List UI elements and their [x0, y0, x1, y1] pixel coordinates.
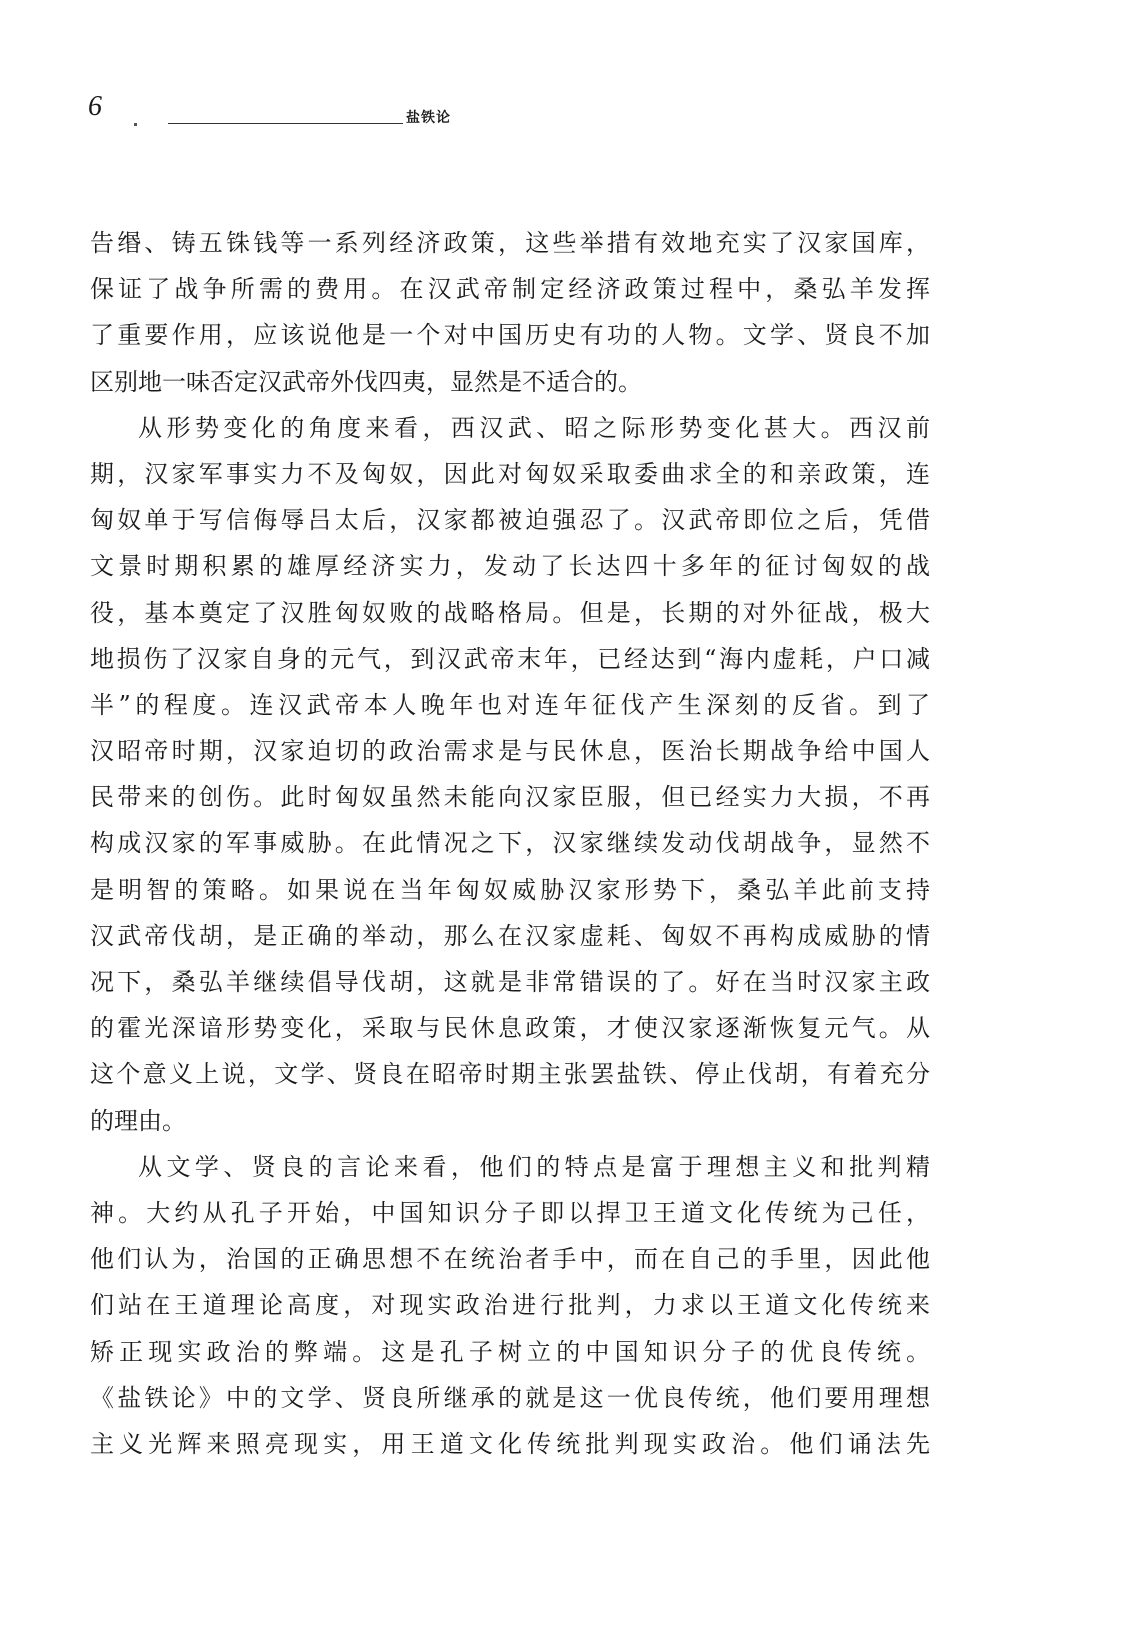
- text-line: 的霍光深谙形势变化，采取与民休息政策，才使汉家逐渐恢复元气。从: [90, 1014, 930, 1043]
- header-rule: [168, 123, 403, 124]
- page-number: 6: [88, 91, 102, 122]
- text-line: 役，基本奠定了汉胜匈奴败的战略格局。但是，长期的对外征战，极大: [90, 598, 930, 627]
- text-line: 汉武帝伐胡，是正确的举动，那么在汉家虚耗、匈奴不再构成威胁的情: [90, 921, 930, 950]
- text-line: 区别地一味否定汉武帝外伐四夷，显然是不适合的。: [90, 367, 642, 396]
- text-line: 《盐铁论》中的文学、贤良所继承的就是这一优良传统，他们要用理想: [90, 1383, 930, 1412]
- book-title: 盐铁论: [406, 110, 451, 126]
- text-line: 们站在王道理论高度，对现实政治进行批判，力求以王道文化传统来: [90, 1291, 930, 1320]
- text-line: 从文学、贤良的言论来看，他们的特点是富于理想主义和批判精: [138, 1152, 930, 1181]
- header-dot: [134, 123, 137, 126]
- text-line: 矫正现实政治的弊端。这是孔子树立的中国知识分子的优良传统。: [90, 1337, 930, 1366]
- text-line: 保证了战争所需的费用。在汉武帝制定经济政策过程中，桑弘羊发挥: [90, 275, 930, 304]
- text-line: 构成汉家的军事威胁。在此情况之下，汉家继续发动伐胡战争，显然不: [90, 829, 930, 858]
- text-line: 了重要作用，应该说他是一个对中国历史有功的人物。文学、贤良不加: [90, 321, 930, 350]
- text-line: 地损伤了汉家自身的元气，到汉武帝末年，已经达到“海内虚耗，户口减: [90, 644, 930, 673]
- text-line: 文景时期积累的雄厚经济实力，发动了长达四十多年的征讨匈奴的战: [90, 552, 930, 581]
- text-line: 这个意义上说，文学、贤良在昭帝时期主张罢盐铁、停止伐胡，有着充分: [90, 1060, 930, 1089]
- text-line: 匈奴单于写信侮辱吕太后，汉家都被迫强忍了。汉武帝即位之后，凭借: [90, 506, 930, 535]
- text-line: 民带来的创伤。此时匈奴虽然未能向汉家臣服，但已经实力大损，不再: [90, 783, 930, 812]
- body-text: [90, 220, 930, 1467]
- running-header: [88, 92, 988, 132]
- text-line: 神。大约从孔子开始，中国知识分子即以捍卫王道文化传统为己任，: [90, 1198, 930, 1227]
- text-line: 主义光辉来照亮现实，用王道文化传统批判现实政治。他们诵法先: [90, 1429, 930, 1458]
- text-line: 他们认为，治国的正确思想不在统治者手中，而在自己的手里，因此他: [90, 1245, 930, 1274]
- text-line: 的理由。: [90, 1106, 186, 1135]
- text-line: 从形势变化的角度来看，西汉武、昭之际形势变化甚大。西汉前: [138, 413, 930, 442]
- text-line: 是明智的策略。如果说在当年匈奴威胁汉家形势下，桑弘羊此前支持: [90, 875, 930, 904]
- text-line: 半”的程度。连汉武帝本人晚年也对连年征伐产生深刻的反省。到了: [90, 690, 930, 719]
- text-line: 告缗、铸五铢钱等一系列经济政策，这些举措有效地充实了汉家国库，: [90, 229, 930, 257]
- text-line: 汉昭帝时期，汉家迫切的政治需求是与民休息，医治长期战争给中国人: [90, 737, 930, 766]
- text-line: 期，汉家军事实力不及匈奴，因此对匈奴采取委曲求全的和亲政策，连: [90, 459, 930, 488]
- text-line: 况下，桑弘羊继续倡导伐胡，这就是非常错误的了。好在当时汉家主政: [90, 968, 930, 996]
